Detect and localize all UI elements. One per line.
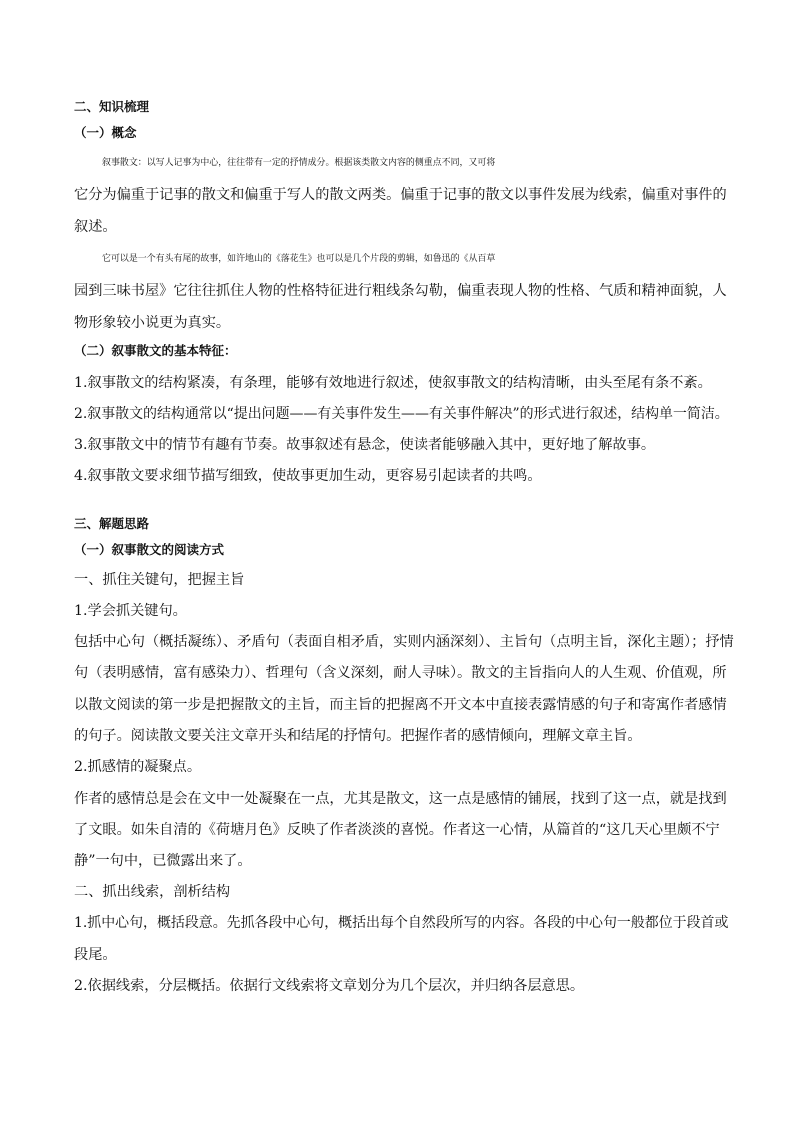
paragraph-line: 物形象较小说更为真实。 <box>74 315 231 331</box>
paragraph-line: 句（表明感情，富有感染力）、哲理句（含义深刻，耐人寻味）。散文的主旨指向人的人生观、价值观，所 <box>74 665 727 681</box>
item-title: 1.学会抓关键句。 <box>74 603 187 619</box>
paragraph-line: 作者的感情总是会在文中一处凝聚在一点，尤其是散文，这一点是感情的铺展，找到了这一点，就是找到 <box>74 791 727 807</box>
section-heading-knowledge: 二、知识梳理 <box>74 99 150 114</box>
subheading-reading-method: （一）叙事散文的阅读方式 <box>74 542 225 557</box>
part-title: 二、抓出线索，剖析结构 <box>74 884 231 900</box>
paragraph-line: 它可以是一个有头有尾的故事，如许地山的《落花生》也可以是几个片段的剪辑，如鲁迅的《从百草 <box>102 254 496 264</box>
feature-item: 4.叙事散文要求细节描写细致，使故事更加生动，更容易引起读者的共鸣。 <box>74 468 542 484</box>
feature-item: 2.叙事散文的结构通常以“提出问题——有关事件发生——有关事件解决”的形式进行叙述，结构单一简洁。 <box>74 406 729 422</box>
paragraph-line: 以散文阅读的第一步是把握散文的主旨，而主旨的把握离不开文本中直接表露情感的句子和寄寓作者感情 <box>74 697 727 713</box>
subheading-features: （二）叙事散文的基本特征： <box>74 343 237 358</box>
feature-item: 1.叙事散文的结构紧凑，有条理，能够有效地进行叙述，使叙事散文的结构清晰，由头至尾有条不紊。 <box>74 375 712 391</box>
paragraph-line: 2.依据线索，分层概括。依据行文线索将文章划分为几个层次，并归纳各层意思。 <box>74 978 585 994</box>
paragraph-line: 段尾。 <box>74 947 117 963</box>
paragraph-line: 叙述。 <box>74 219 117 235</box>
paragraph-line: 园到三味书屋》它往往抓住人物的性格特征进行粗线条勾勒，偏重表现人物的性格、气质和精神面貌，人 <box>74 283 727 299</box>
paragraph-line: 它分为偏重于记事的散文和偏重于写人的散文两类。偏重于记事的散文以事件发展为线索，偏重对事件的 <box>74 187 727 203</box>
paragraph-line: 1.抓中心句，概括段意。先抓各段中心句，概括出每个自然段所写的内容。各段的中心句一般都位于段首或 <box>74 915 729 931</box>
paragraph-line: 包括中心句（概括凝练）、矛盾句（表面自相矛盾，实则内涵深刻）、主旨句（点明主旨，深化主题）；抒情 <box>74 634 734 650</box>
subheading-concept: （一）概念 <box>74 125 137 140</box>
feature-item: 3.叙事散文中的情节有趣有节奏。故事叙述有悬念，使读者能够融入其中，更好地了解故事。 <box>74 437 656 453</box>
item-title: 2.抓感情的凝聚点。 <box>74 759 202 775</box>
paragraph-line: 静”一句中，已微露出来了。 <box>74 853 252 869</box>
paragraph-line: 的句子。阅读散文要关注文章开头和结尾的抒情句。把握作者的感情倾向，理解文章主旨。 <box>74 728 642 744</box>
paragraph-line: 叙事散文：以写人记事为中心，往往带有一定的抒情成分。根据该类散文内容的侧重点不同，又可将 <box>102 158 496 168</box>
section-heading-approach: 三、解题思路 <box>74 516 150 531</box>
part-title: 一、抓住关键句，把握主旨 <box>74 572 245 588</box>
paragraph-line: 了文眼。如朱自清的《荷塘月色》反映了作者淡淡的喜悦。作者这一心情，从篇首的“这几天心里颇不宁 <box>74 822 720 838</box>
